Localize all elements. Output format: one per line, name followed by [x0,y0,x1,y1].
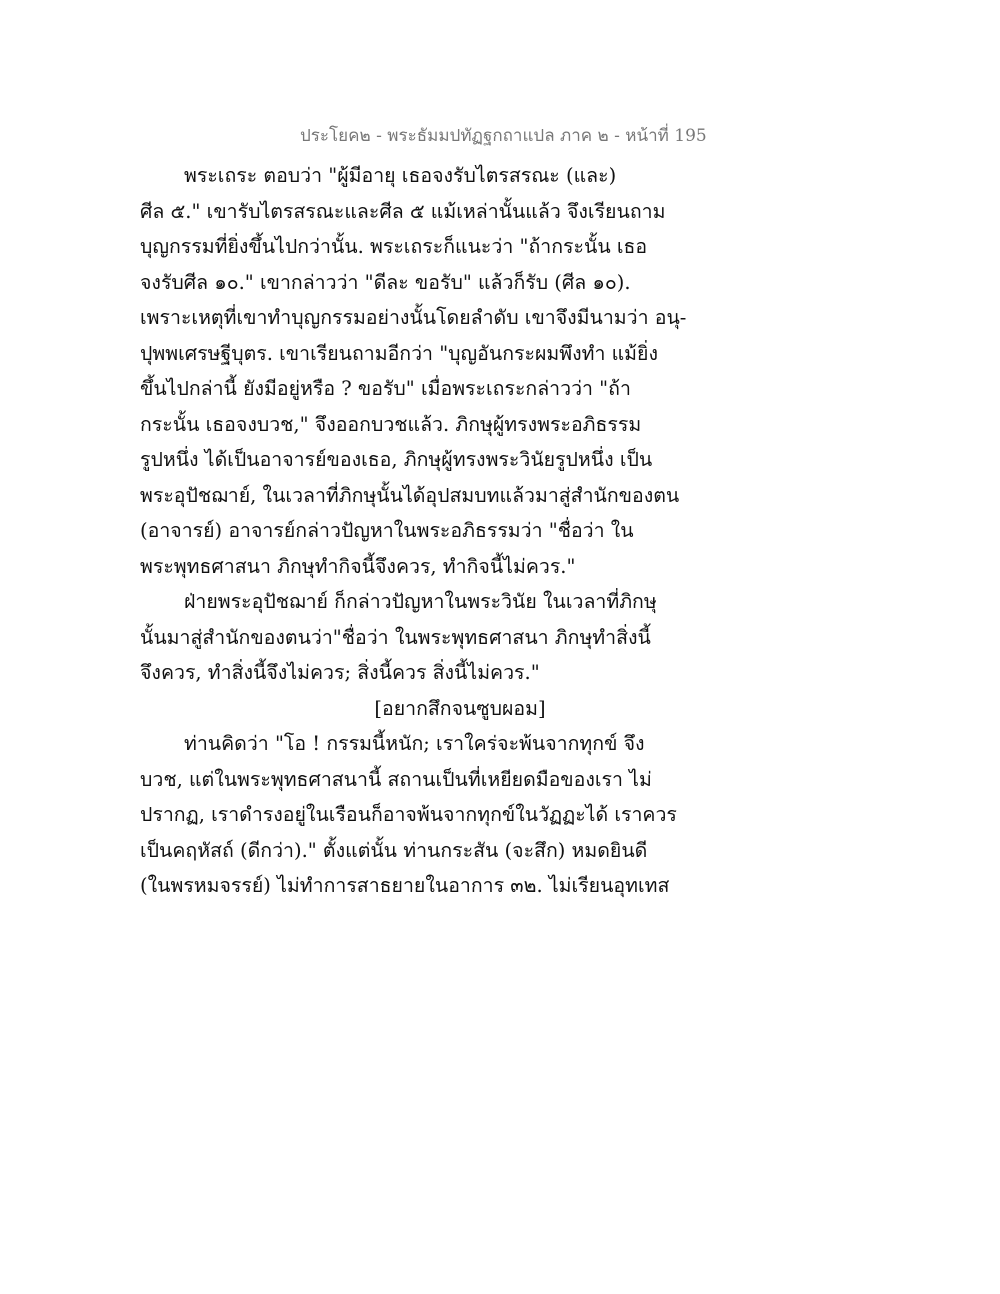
text-line: นั้นมาสู่สำนักของตนว่า"ชื่อว่า ในพระพุทธศาสนา ภิกษุทำสิ่งนี้ [140,625,651,649]
text-line: จึงควร, ทำสิ่งนี้จึงไม่ควร; สิ่งนี้ควร สิ่งนี้ไม่ควร." [140,661,540,684]
text-line: ฝ่ายพระอุปัชฌาย์ ก็กล่าวปัญหาในพระวินัย ในเวลาที่ภิกษุ [184,590,657,613]
text-line: เพราะเหตุที่เขาทำบุญกรรมอย่างนั้นโดยลำดับ เขาจึงมีนามว่า อนุ- [140,306,687,329]
page-body [140,158,700,904]
text-line: บวช, แต่ในพระพุทธศาสนานี้ สถานเป็นที่เหยียดมือของเรา ไม่ [140,767,652,791]
text-line: ปรากฏ, เราดำรงอยู่ในเรือนก็อาจพ้นจากทุกข์ในวัฏฏะได้ เราควร [140,803,677,826]
text-line: กระนั้น เธอจงบวช," จึงออกบวชแล้ว. ภิกษุผู้ทรงพระอภิธรรม [140,412,642,436]
section-heading: [อยากสึกจนซูบผอม] [374,696,546,720]
text-line: ปุพพเศรษฐีบุตร. เขาเรียนถามอีกว่า "บุญอันกระผมพึงทำ แม้ยิ่ง [140,341,658,365]
text-line: บุญกรรมที่ยิ่งขึ้นไปกว่านั้น. พระเถระก็แนะว่า "ถ้ากระนั้น เธอ [140,235,648,258]
text-line: จงรับศีล ๑๐." เขากล่าวว่า "ดีละ ขอรับ" แล้วก็รับ (ศีล ๑๐). [140,270,631,294]
text-line: ขึ้นไปกล่านี้ ยังมีอยู่หรือ ? ขอรับ" เมื่อพระเถระกล่าวว่า "ถ้า [140,377,631,400]
text-line: พระอุปัชฌาย์, ในเวลาที่ภิกษุนั้นได้อุปสมบทแล้วมาสู่สำนักของตน [140,483,680,507]
text-line: (ในพรหมจรรย์) ไม่ทำการสาธยายในอาการ ๓๒. ไม่เรียนอุทเทส [140,874,670,897]
text-line: ศีล ๕." เขารับไตรสรณะและศีล ๕ แม้เหล่านั้นแล้ว จึงเรียนถาม [140,199,666,223]
text-line: พระพุทธศาสนา ภิกษุทำกิจนี้จึงควร, ทำกิจนี้ไม่ควร." [140,554,576,578]
text-line: เป็นคฤหัสถ์ (ดีกว่า)." ตั้งแต่นั้น ท่านกระสัน (จะสึก) หมดยินดี [140,838,648,862]
text-line: (อาจารย์) อาจารย์กล่าวปัญหาในพระอภิธรรมว่า "ชื่อว่า ใน [140,519,634,542]
text-line: ท่านคิดว่า "โอ ! กรรมนี้หนัก; เราใคร่จะพ้นจากทุกข์ จึง [184,732,645,755]
text-line: พระเถระ ตอบว่า "ผู้มีอายุ เธอจงรับไตรสรณะ (และ) [184,164,617,187]
text-line: รูปหนึ่ง ได้เป็นอาจารย์ของเธอ, ภิกษุผู้ทรงพระวินัยรูปหนึ่ง เป็น [140,448,653,471]
page-header: ประโยค๒ - พระธัมมปทัฏฐกถาแปล ภาค ๒ - หน้าที่ 195 [300,126,707,146]
